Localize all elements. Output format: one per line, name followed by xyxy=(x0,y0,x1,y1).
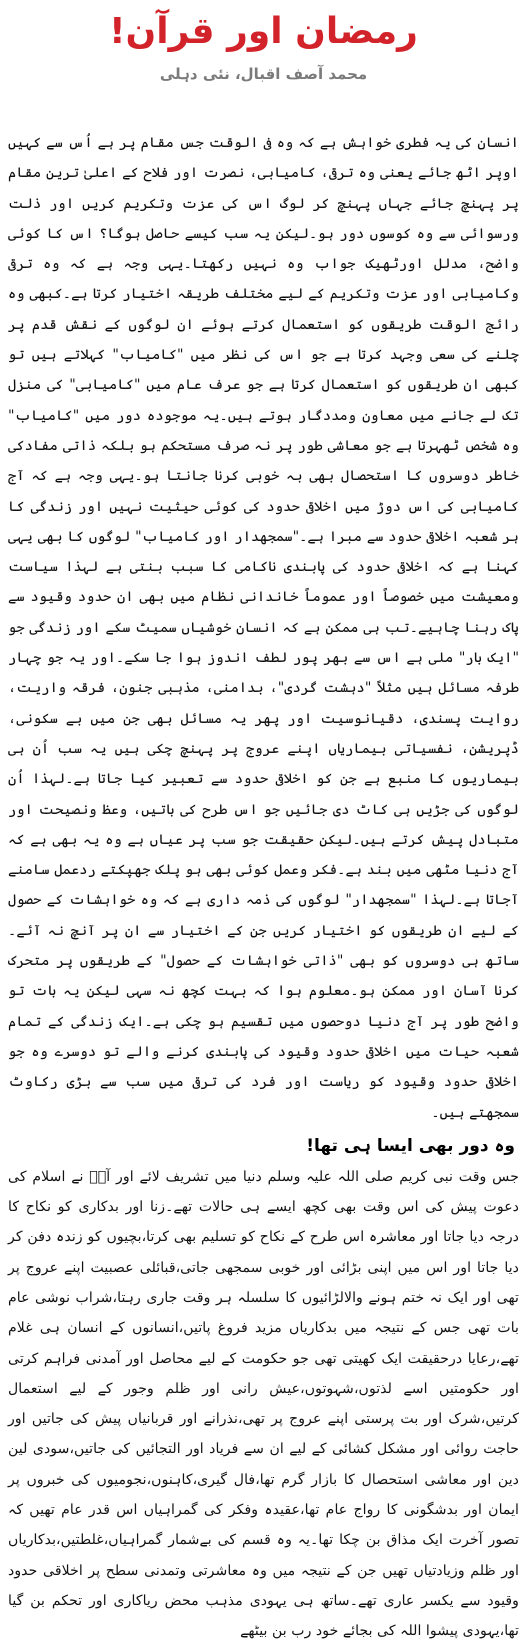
article-subheading: وہ دور بھی ایسا ہی تھا! xyxy=(306,1135,515,1156)
article-page xyxy=(0,10,529,1640)
article-title: رمضان اور قرآن! xyxy=(109,11,418,52)
article-paragraph-1: انسان کی یہ فطری خواہش ہے کہ وہ فی الوقت جس مقام پر ہے اُس سے کہیں اوپر اٹھ جائے یعنی وہ ترقی، کامیابی، نصرت اور فلاح کے اعلیٰ ترین مقام پر پہنچ جائے جہاں پہنچ کر لوگ اس کی عزت وتکریم کریں اور ذلت ورسوائی سے وہ کوسوں دور ہو۔لیکن یہ سب کیسے حاصل ہوگا؟ اس کا کوئی واضح، مدلل اورٹھیک جواب وہ نہیں رکھتا۔یہی وجہ ہے کہ وہ ترقی وکامیابی اور عزت وتکریم کے لیے مختلف طریقہ اختیار کرتا ہے۔کبھی وہ رائج الوقت طریقوں کو استعمال کرتے ہوئے ان لوگوں کے نقش قدم پر چلنے کی سعی وجہد کرتا ہے جو اس کی نظر میں "کامیاب" کہلاتے ہیں تو کبھی ان طریقوں کو استعمال کرتا ہے جو عرف عام میں "کامیابی" کی منزل تک لے جانے میں معاون ومددگار ہوتے ہیں۔یہ موجودہ دور میں "کامیاب" وہ شخص ٹھہرتا ہے جو معاشی طور پر نہ صرف مستحکم ہو بلکہ ذاتی مفادکی خاطر دوسروں کا استحصال بھی بہ خوبی کرنا جانتا ہو۔یہی وجہ ہے کہ آج کامیابی کی اس دوڑ میں اخلاقی حدود کی کوئی حیثیت نہیں اور زندگی کا ہر شعبہ اخلاقی حدود سے مبرا ہے۔"سمجھدار اور کامیاب" لوگوں کا بھی یہی کہنا ہے کہ اخلاقی حدود کی پابندی ناکامی کا سبب بنتی ہے لہذا سیاست ومعیشت میں خصوصاً اور عموماً خاندانی نظام میں بھی ان حدود وقیود سے پاک رہنا چاہیے۔تب ہی ممکن ہے کہ انسان خوشیاں سمیٹ سکے اور زندگی جو "ایک بار" ملی ہے اس سے بھر پور لطف اندوز ہوا جا سکے۔اور یہ جو چہار طرفہ مسائل ہیں مثلاً "دہشت گردی"، بدامنی، مذہبی جنون، فرقہ واریت، روایت پسندی، دقیانوسیت اور پھر یہ مسائل بھی جن میں بے سکونی، ڈپریشن، نفسیاتی بیماریاں اپنے عروج پر پہنچ چکی ہیں یہ سب اُن ہی بیماریوں کا منبع ہے جن کو اخلاقی حدود سے تعبیر کیا جاتا ہے۔لہذا اُن لوگوں کی جڑیں ہی کاٹ دی جائیں جو اس طرح کی باتیں، وعظ ونصیحت اور متبادل پیش کرتے ہیں۔لیکن حقیقت جو سب پر عیاں ہے وہ یہ بھی ہے کہ آج دنیا مٹھی میں بند ہے۔فکر وعمل کوئی بھی ہو پلک جھپکتے ردعمل سامنے آجاتا ہے۔لہذا "سمجھدار" لوگوں کی ذمہ داری ہے کہ وہ خواہشات کے حصول کے لیے ان طریقوں کو اختیار کریں جن کے اختیار سے ان پر آنچ نہ آئے۔ساتھ ہی دوسروں کو بھی "ذاتی خواہشات کے حصول" کے طریقوں پر متحرک کرنا آسان اور ممکن ہو۔معلوم ہوا کہ بہت کچھ نہ سہی لیکن یہ بات تو واضح طور پر آج دنیا دوحصوں میں تقسیم ہو چکی ہے۔ایک زندگی کے تمام شعبہ حیات میں اخلاقی حدود وقیود کی پابندی کرنے والے تو دوسرے وہ جو اخلاقی حدود وقیود کو ریاست اور فرد کی ترقی میں سب سے بڑی رکاوٹ سمجھتے ہیں۔ xyxy=(8,135,519,1121)
article-byline: محمد آصف اقبال، نئی دہلی xyxy=(159,65,368,83)
article-paragraph-2: جس وقت نبی کریم صلی اللہ علیہ وسلم دنیا میں تشریف لائے اور آپؐ نے اسلام کی دعوت پیش کی اس وقت بھی کچھ ایسے ہی حالات تھے۔زنا اور بدکاری کو نکاح کا درجہ دیا جاتا اور معاشرہ اس طرح کے نکاح کو تسلیم بھی کرتا،بچیوں کو زندہ دفن کر دیا جاتا اور اس میں اپنی بڑائی اور خوبی سمجھی جاتی،قبائلی عصبیت اپنے عروج پر تھی اور ایک نہ ختم ہونے والالڑائیوں کا سلسلہ ہر وقت جاری رہتا،شراب نوشی عام بات تھی جس کے نتیجہ میں بدکاریاں مزید فروغ پاتیں،انسانوں کے انسان ہی غلام تھے،رعایا درحقیقت ایک کھیتی تھی جو حکومت کے لیے محاصل اور آمدنی فراہم کرتی اور حکومتیں اسے لذتوں،شہوتوں،عیش رانی اور ظلم وجور کے لیے استعمال کرتیں،شرک اور بت پرستی اپنے عروج پر تھی،نذرانے اور قربانیاں پیش کی جاتیں اور حاجت روائی اور مشکل کشائی کے لیے ان سے فریاد اور التجائیں کی جاتیں،سودی لین دین اور معاشی استحصال کا بازار گرم تھا،فال گیری،کاہنوں،نجومیوں کی خبروں پر ایمان اور بدشگونی کا رواج عام تھا،عقیدہ وفکر کی گمراہیاں اس قدر عام تھیں کہ تصور آخرت ایک مذاق بن چکا تھا۔یہ وہ قسم کی بےشمار گمراہیاں،غلطتیں،بدکاریاں اور ظلم وزیادتیاں تھیں جن کے نتیجہ میں وہ معاشرتی وتمدنی سطح پر اخلاقی حدود وقیود سے یکسر عاری تھے۔ساتھ ہی یہودی مذہب محض ریاکاری اور تحکم بن گیا تھا،یہودی پیشوا اللہ کی بجائے خود رب بن بیٹھے xyxy=(8,1168,519,1640)
